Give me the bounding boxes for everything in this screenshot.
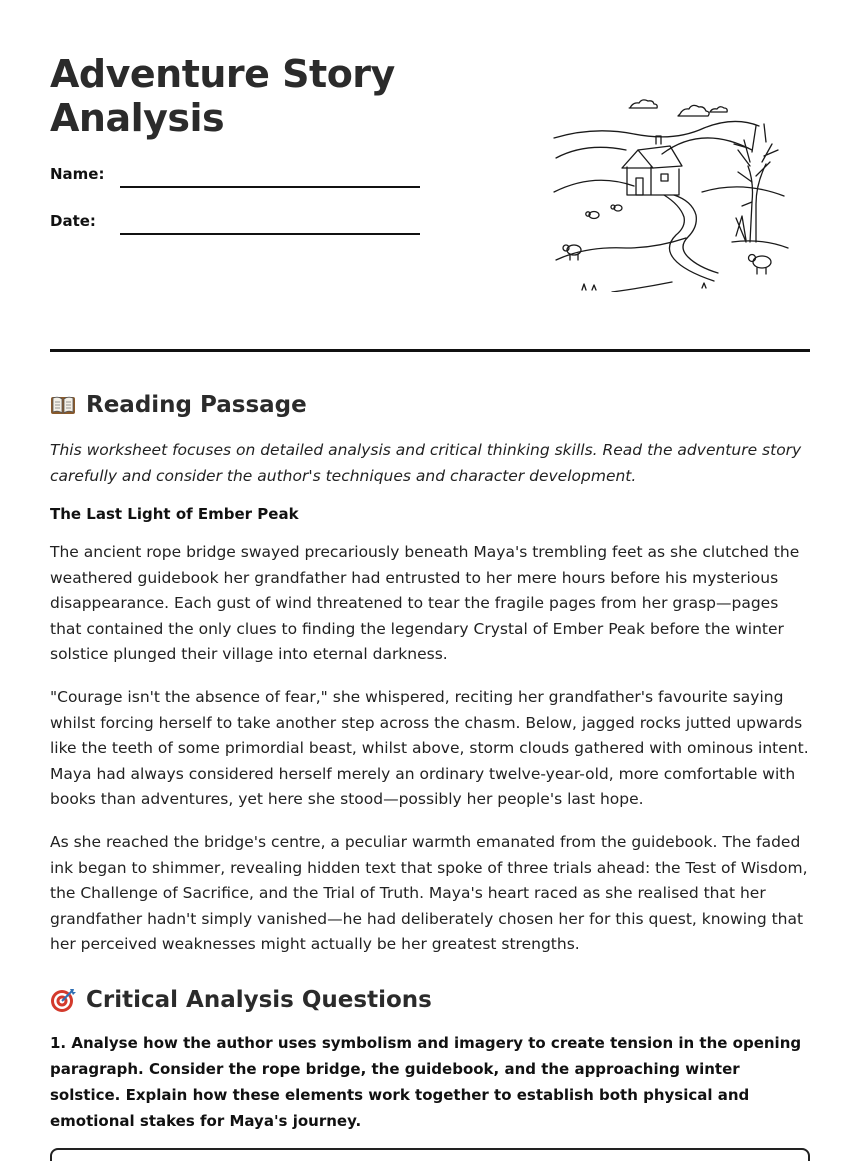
intro-text: This worksheet focuses on detailed analysis and critical thinking skills. Read the adventure story carefully and consider the author's techniques and character development. xyxy=(50,441,802,485)
critical-analysis-heading-text: Critical Analysis Questions xyxy=(86,986,432,1013)
story-title: The Last Light of Ember Peak xyxy=(50,505,299,523)
reading-passage-heading-text: Reading Passage xyxy=(86,392,307,418)
reading-passage-heading xyxy=(50,389,810,421)
target-dart-icon xyxy=(50,987,76,1013)
story-paragraph: "Courage isn't the absence of fear," she whispered, reciting her grandfather's favourite saying whilst forcing herself to take another step across the chasm. Below, jagged rocks jutted upwards like the teeth of some primordial beast, whilst above, storm clouds gathered with ominous intent. Maya had always considered herself merely an ordinary twelve-year-old, more comfortable with books than adventures, yet here she stood—possibly her people's last hope. xyxy=(50,687,809,809)
question-1: 1. Analyse how the author uses symbolism and imagery to create tension in the opening paragraph. Consider the rope bridge, the guidebook, and the approaching winter solstice. Explain how these elements work together to establish both physical and emotional stakes for Maya's journey. xyxy=(50,1033,802,1130)
critical-analysis-heading xyxy=(50,984,810,1016)
sheep-group xyxy=(563,205,771,274)
worksheet-header xyxy=(50,0,810,352)
name-line[interactable] xyxy=(120,186,420,188)
answer-box-1[interactable] xyxy=(50,1148,810,1161)
countryside-cottage-illustration xyxy=(552,92,792,292)
page-title: Adventure Story Analysis xyxy=(50,52,395,140)
name-field[interactable] xyxy=(50,165,420,189)
date-line[interactable] xyxy=(120,233,420,235)
date-field[interactable] xyxy=(50,212,420,236)
story-paragraph: The ancient rope bridge swayed precariously beneath Maya's trembling feet as she clutched the weathered guidebook her grandfather had entrusted to her mere hours before his mysterious disappearance. Each gust of wind threatened to tear the fragile pages from her grasp—pages that contained the only clues to finding the legendary Crystal of Ember Peak before the winter solstice plunged their village into eternal darkness. xyxy=(50,543,800,664)
story-paragraph: As she reached the bridge's centre, a peculiar warmth emanated from the guidebook. The faded ink began to shimmer, revealing hidden text that spoke of three trials ahead: the Test of Wisdom, the Challenge of Sacrifice, and the Trial of Truth. Maya's heart raced as she realised that her grandfather hadn't simply vanished—he had deliberately chosen her for this quest, knowing that her perceived weaknesses might actually be her greatest strengths. xyxy=(50,832,808,954)
open-book-icon xyxy=(50,392,76,418)
date-label: Date: xyxy=(50,212,96,230)
worksheet-page xyxy=(50,0,810,1161)
name-label: Name: xyxy=(50,165,105,183)
